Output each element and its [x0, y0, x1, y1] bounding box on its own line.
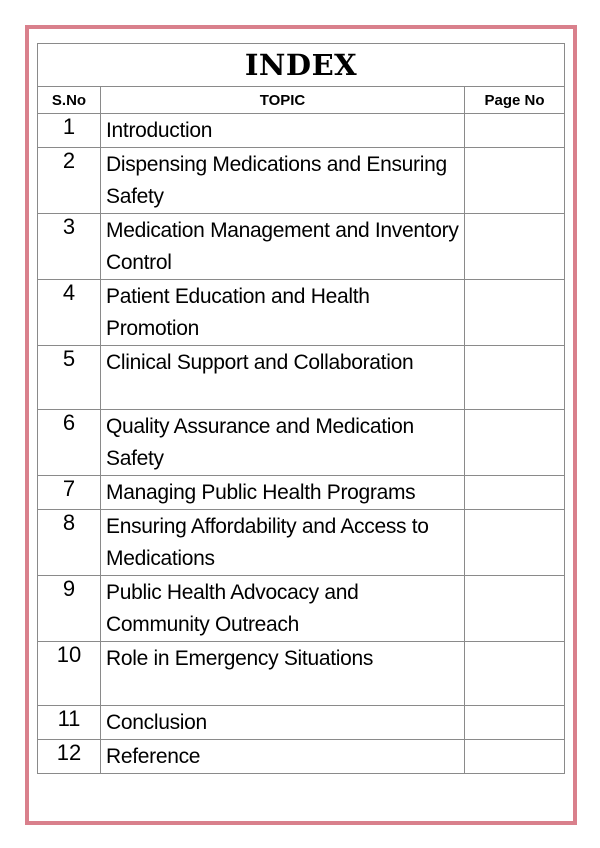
row-page-no: [465, 642, 565, 706]
row-page-no: [465, 346, 565, 410]
table-row: [38, 410, 565, 476]
row-topic: Patient Education and Health Promotion: [101, 280, 465, 346]
table-row: [38, 740, 565, 774]
index-table: [37, 43, 565, 774]
row-sno: 5: [38, 346, 101, 410]
row-page-no: [465, 740, 565, 774]
row-sno: 7: [38, 476, 101, 510]
row-topic: Introduction: [101, 114, 465, 148]
row-topic: Ensuring Affordability and Access to Medications: [101, 510, 465, 576]
row-sno: 3: [38, 214, 101, 280]
row-topic: Managing Public Health Programs: [101, 476, 465, 510]
row-page-no: [465, 510, 565, 576]
row-sno: 9: [38, 576, 101, 642]
row-page-no: [465, 410, 565, 476]
header-sno: S.No: [38, 87, 101, 114]
row-sno: 11: [38, 706, 101, 740]
row-sno: 1: [38, 114, 101, 148]
row-page-no: [465, 706, 565, 740]
table-row: [38, 706, 565, 740]
row-page-no: [465, 114, 565, 148]
row-page-no: [465, 214, 565, 280]
table-row: [38, 642, 565, 706]
row-page-no: [465, 148, 565, 214]
table-row: [38, 346, 565, 410]
row-topic: Medication Management and Inventory Control: [101, 214, 465, 280]
index-title: INDEX: [38, 44, 565, 87]
row-page-no: [465, 576, 565, 642]
row-sno: 4: [38, 280, 101, 346]
table-row: [38, 510, 565, 576]
row-topic: Reference: [101, 740, 465, 774]
row-topic: Clinical Support and Collaboration: [101, 346, 465, 410]
row-page-no: [465, 476, 565, 510]
row-sno: 8: [38, 510, 101, 576]
row-topic: Quality Assurance and Medication Safety: [101, 410, 465, 476]
row-page-no: [465, 280, 565, 346]
row-topic: Dispensing Medications and Ensuring Safety: [101, 148, 465, 214]
row-topic: Conclusion: [101, 706, 465, 740]
row-sno: 2: [38, 148, 101, 214]
header-page-no: Page No: [465, 87, 565, 114]
row-sno: 12: [38, 740, 101, 774]
row-topic: Role in Emergency Situations: [101, 642, 465, 706]
row-sno: 6: [38, 410, 101, 476]
table-row: [38, 114, 565, 148]
table-row: [38, 476, 565, 510]
row-topic: Public Health Advocacy and Community Outreach: [101, 576, 465, 642]
table-row: [38, 280, 565, 346]
header-topic: TOPIC: [101, 87, 465, 114]
table-row: [38, 148, 565, 214]
table-row: [38, 576, 565, 642]
table-row: [38, 214, 565, 280]
row-sno: 10: [38, 642, 101, 706]
